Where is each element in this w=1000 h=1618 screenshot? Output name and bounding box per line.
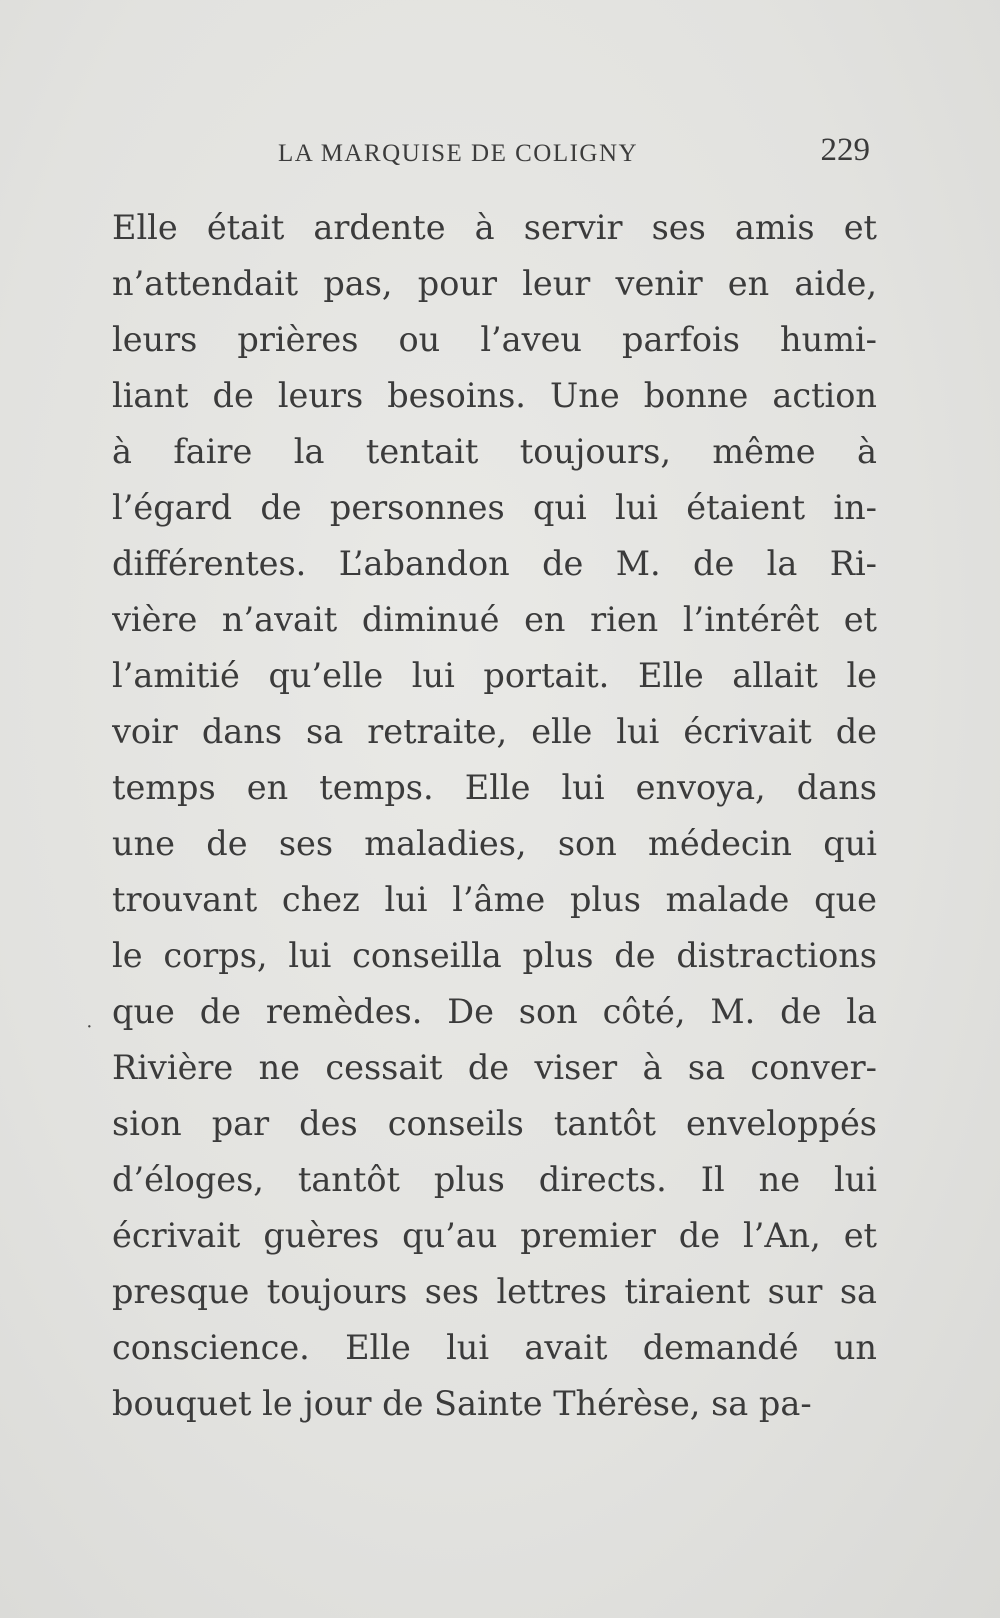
text-line: l’amitié qu’elle lui portait. Elle allait le (112, 656, 877, 695)
text-line: le corps, lui conseilla plus de distractions (112, 936, 877, 975)
text-line: leurs prières ou l’aveu parfois humi- (112, 320, 877, 359)
text-line: une de ses maladies, son médecin qui (112, 824, 877, 863)
text-line: Rivière ne cessait de viser à sa conver- (112, 1048, 877, 1087)
body-text (112, 200, 877, 1432)
text-line: que de remèdes. De son côté, M. de la (112, 992, 877, 1031)
text-line: Elle était ardente à servir ses amis et (112, 208, 877, 247)
text-line: vière n’avait diminué en rien l’intérêt et (112, 600, 877, 639)
text-line: sion par des conseils tantôt enveloppés (112, 1104, 877, 1143)
text-line: écrivait guères qu’au premier de l’An, et (112, 1216, 877, 1255)
text-line: différentes. L’abandon de M. de la Ri- (112, 544, 877, 583)
text-line: n’attendait pas, pour leur venir en aide, (112, 264, 877, 303)
text-line: presque toujours ses lettres tiraient sur sa (112, 1272, 877, 1311)
margin-mark: · (86, 1016, 93, 1038)
text-line: d’éloges, tantôt plus directs. Il ne lui (112, 1160, 877, 1199)
text-line: bouquet le jour de Sainte Thérèse, sa pa- (112, 1384, 812, 1423)
running-title: LA MARQUISE DE COLIGNY (278, 140, 639, 167)
text-line: liant de leurs besoins. Une bonne action (112, 376, 877, 415)
text-line: à faire la tentait toujours, même à (112, 432, 877, 471)
text-line: voir dans sa retraite, elle lui écrivait de (112, 712, 877, 751)
text-line: temps en temps. Elle lui envoya, dans (112, 768, 877, 807)
page-number: 229 (820, 132, 870, 168)
page-header (110, 132, 870, 182)
text-line: l’égard de personnes qui lui étaient in- (112, 488, 877, 527)
text-line: trouvant chez lui l’âme plus malade que (112, 880, 877, 919)
text-line: conscience. Elle lui avait demandé un (112, 1328, 877, 1367)
